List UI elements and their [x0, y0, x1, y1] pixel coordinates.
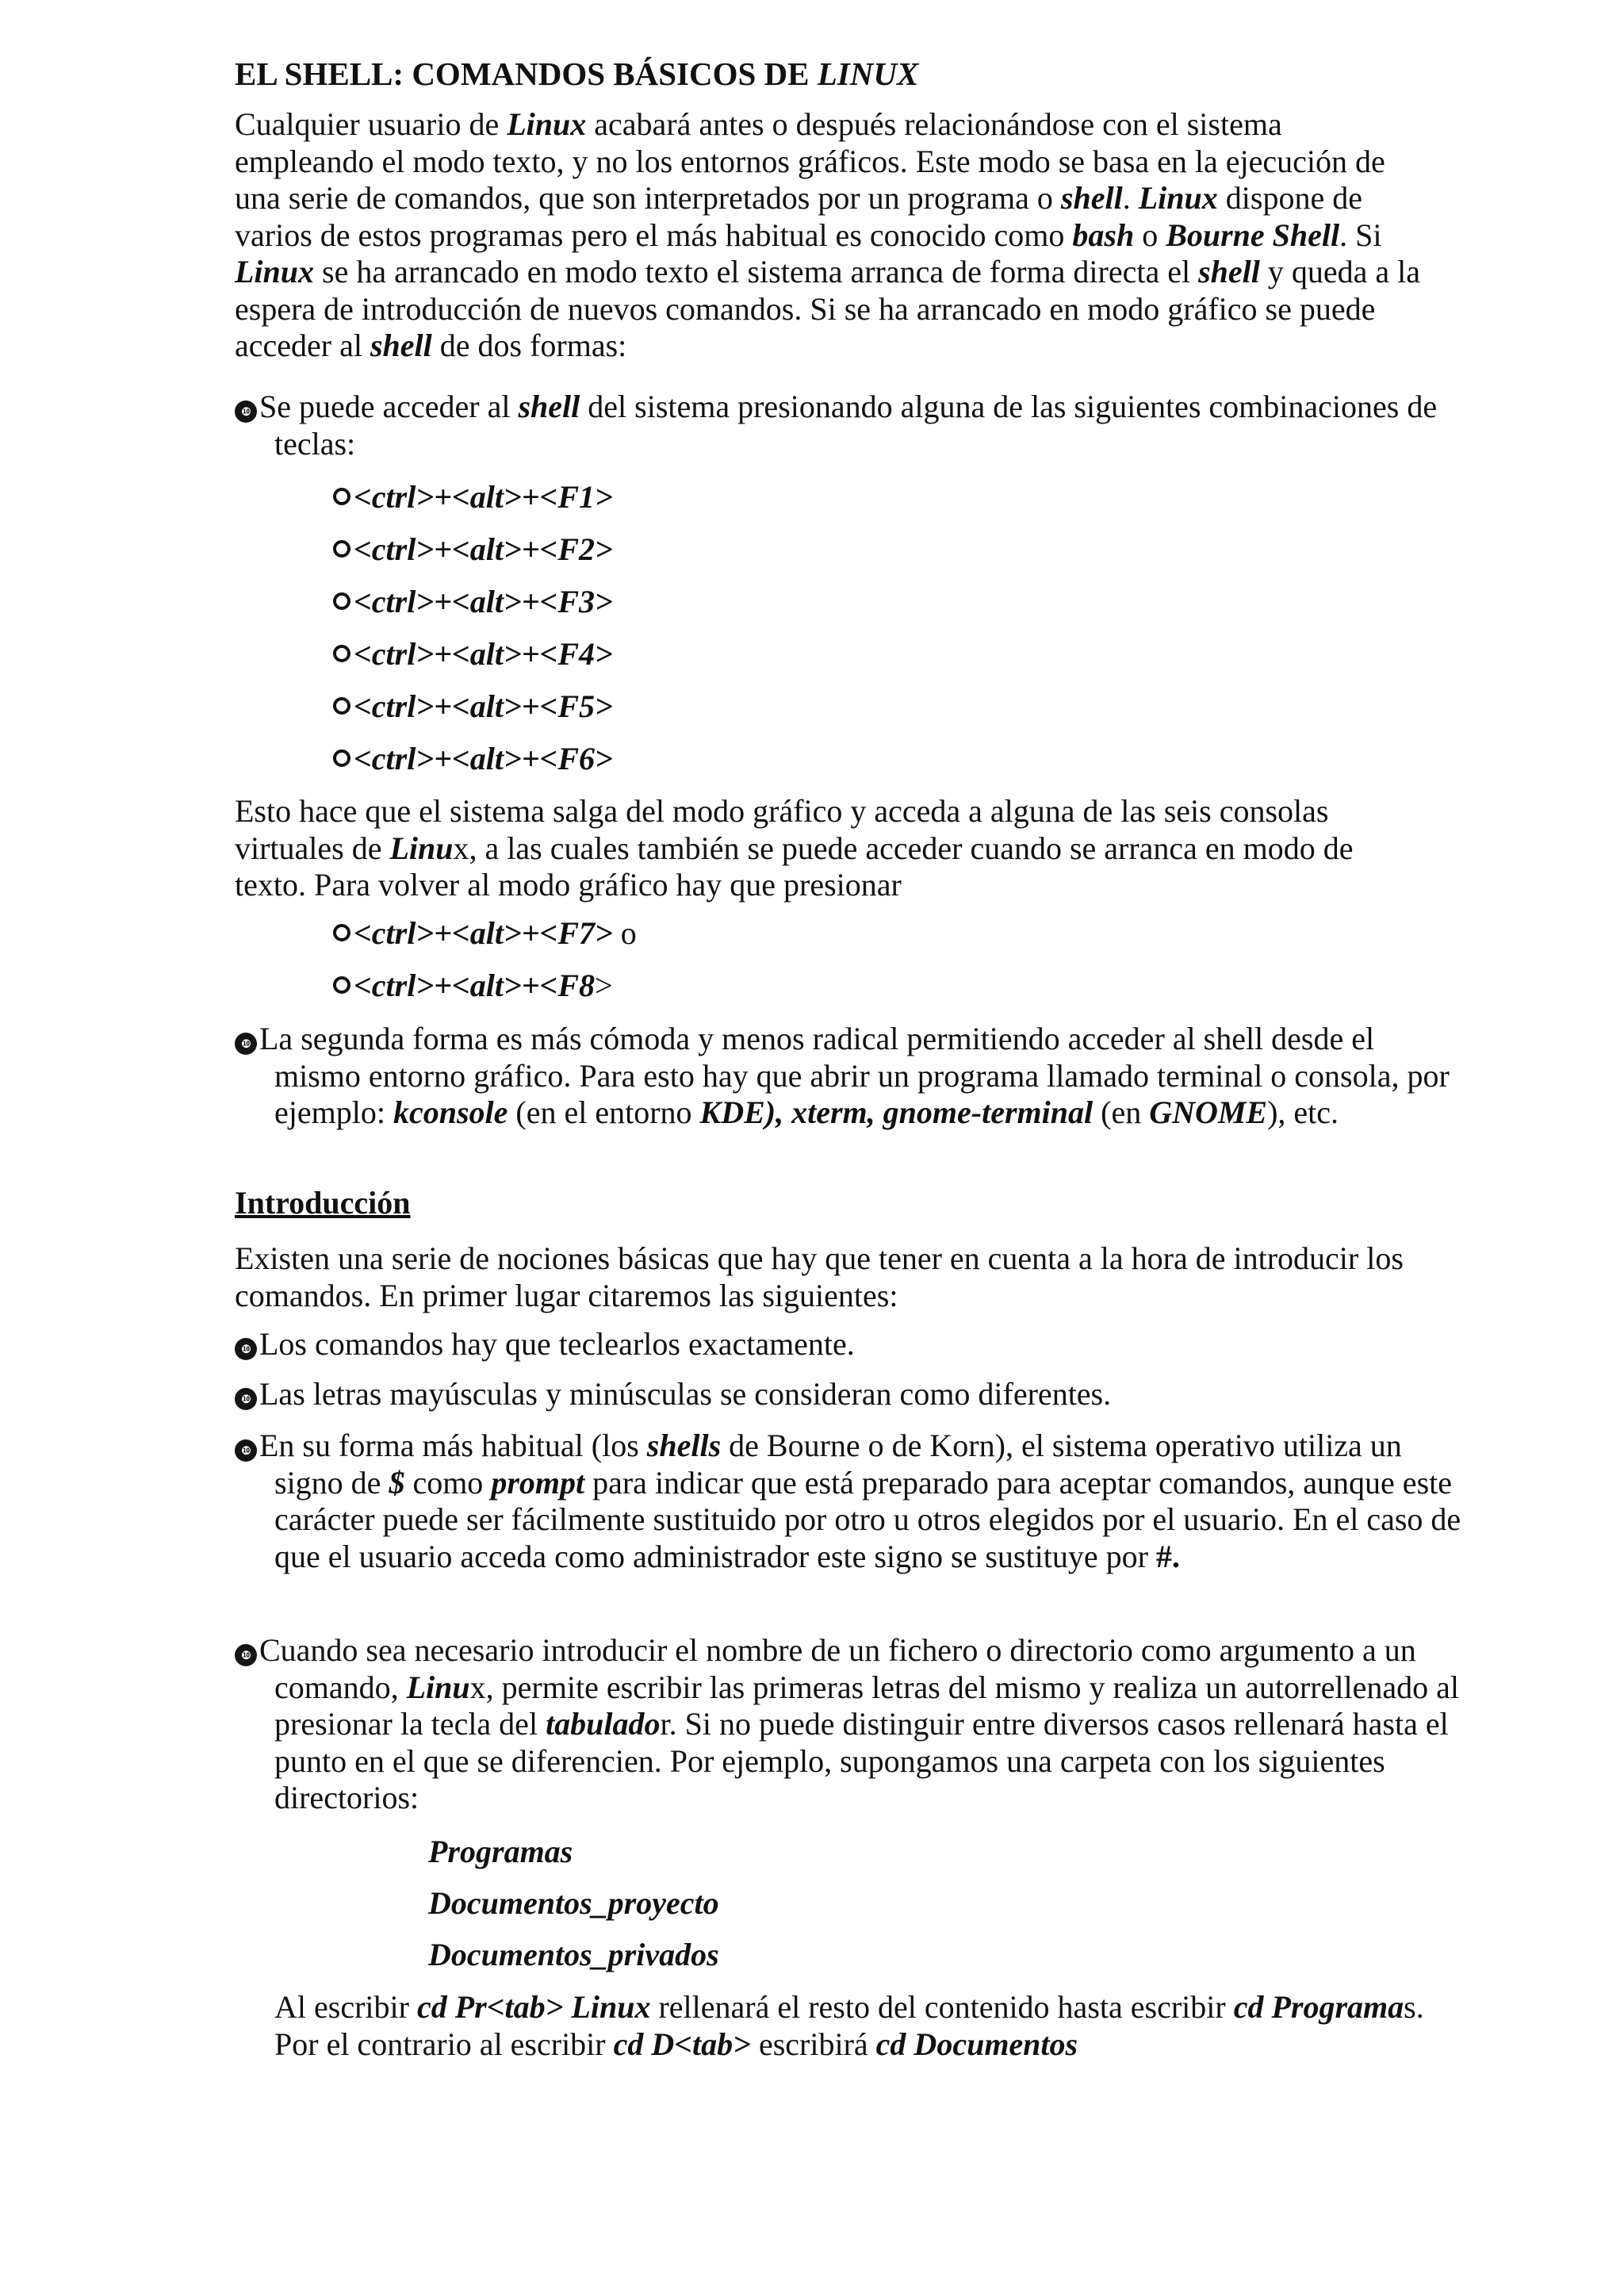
key-combo-item: <ctrl>+<alt>+<F6>	[333, 741, 613, 793]
directory-item: Documentos_privados	[428, 1937, 719, 1972]
bullet-item: ❿ La segunda forma es más cómoda y menos radical permitiendo acceder al shell desde el mismo entorno gráfico. Para esto hay que abrir un programa llamado terminal o consola, por ejemplo: kconsole (en el entorno KDE), xterm, gnome-terminal (en GNOME), etc.	[235, 1021, 1464, 1132]
section-heading: Introducción	[235, 1185, 411, 1221]
directory-list	[428, 1834, 719, 1988]
circle-bullet-icon	[333, 645, 350, 662]
key-combo-item: <ctrl>+<alt>+<F3>	[333, 584, 613, 636]
key-combo-list	[333, 479, 613, 793]
return-combo-list	[333, 915, 637, 1020]
bullet-item: ❿ En su forma más habitual (los shells de Bourne o de Korn), el sistema operativo utiliza un signo de $ como prompt para indicar que está preparado para aceptar comandos, aunque este carácter puede ser fácilmente sustituido por otro u otros elegidos por el usuario. En el caso de que el usuario acceda como administrador este signo se sustituye por #.	[235, 1428, 1464, 1575]
consoles-paragraph: Esto hace que el sistema salga del modo gráfico y acceda a alguna de las seis consolas virtuales de Linux, a las cuales también se puede acceder cuando se arranca en modo de texto. Para volver al modo gráfico hay que presionar	[235, 793, 1354, 903]
circle-bullet-icon	[333, 976, 350, 994]
circle-bullet-icon	[333, 697, 350, 715]
bullet-marker-icon: ❿	[235, 401, 257, 423]
circle-bullet-icon	[333, 749, 350, 767]
notions-paragraph: Existen una serie de nociones básicas que hay que tener en cuenta a la hora de introducir los comandos. En primer lugar citaremos las siguientes:	[235, 1240, 1404, 1313]
key-combo-item: <ctrl>+<alt>+<F1>	[333, 479, 613, 531]
key-combo-item: <ctrl>+<alt>+<F8>	[333, 968, 637, 1020]
key-combo-item: <ctrl>+<alt>+<F5>	[333, 688, 613, 741]
bullet-marker-icon: ❿	[235, 1338, 257, 1360]
bullet-item: ❿ Se puede acceder al shell del sistema presionando alguna de las siguientes combinaciones de teclas:	[235, 389, 1464, 462]
bullet-marker-icon: ❿	[235, 1644, 257, 1666]
key-combo-item: <ctrl>+<alt>+<F2>	[333, 531, 613, 584]
circle-bullet-icon	[333, 540, 350, 558]
bullet-marker-icon: ❿	[235, 1388, 257, 1410]
bullet-item: ❿ Los comandos hay que teclearlos exactamente.	[235, 1326, 1464, 1363]
key-combo-item: <ctrl>+<alt>+<F4>	[333, 636, 613, 688]
bullet-item: ❿ Las letras mayúsculas y minúsculas se consideran como diferentes.	[235, 1376, 1464, 1413]
circle-bullet-icon	[333, 488, 350, 505]
directory-item: Programas	[428, 1834, 573, 1869]
bullet-item: ❿ Cuando sea necesario introducir el nombre de un fichero o directorio como argumento a un comando, Linux, permite escribir las primeras letras del mismo y realiza un autorrellenado al presionar la tecla del tabulador. Si no puede distinguir entre diversos casos rellenará hasta el punto en el que se diferencien. Por ejemplo, supongamos una carpeta con los siguientes directorios:	[235, 1632, 1464, 1817]
bullet-marker-icon: ❿	[235, 1439, 257, 1462]
directory-item: Documentos_proyecto	[428, 1885, 719, 1921]
circle-bullet-icon	[333, 924, 350, 941]
autocomplete-paragraph: Al escribir cd Pr<tab> Linux rellenará el resto del contenido hasta escribir cd Programas. Por el contrario al escribir cd D<tab> escribirá cd Documentos	[274, 1989, 1424, 2062]
document-title: EL SHELL: COMANDOS BÁSICOS DE LINUX	[235, 56, 919, 92]
bullet-marker-icon: ❿	[235, 1033, 257, 1055]
key-combo-item: <ctrl>+<alt>+<F7> o	[333, 915, 637, 968]
intro-paragraph: Cualquier usuario de Linux acabará antes o después relacionándose con el sistema empleando el modo texto, y no los entornos gráficos. Este modo se basa en la ejecución de una serie de comandos, que son interpretados por un programa o shell. Linux dispone de varios de estos programas pero el más habitual es conocido como bash o Bourne Shell. Si Linux se ha arrancado en modo texto el sistema arranca de forma directa el shell y queda a la espera de introducción de nuevos comandos. Si se ha arrancado en modo gráfico se puede acceder al shell de dos formas:	[235, 106, 1421, 363]
circle-bullet-icon	[333, 592, 350, 610]
